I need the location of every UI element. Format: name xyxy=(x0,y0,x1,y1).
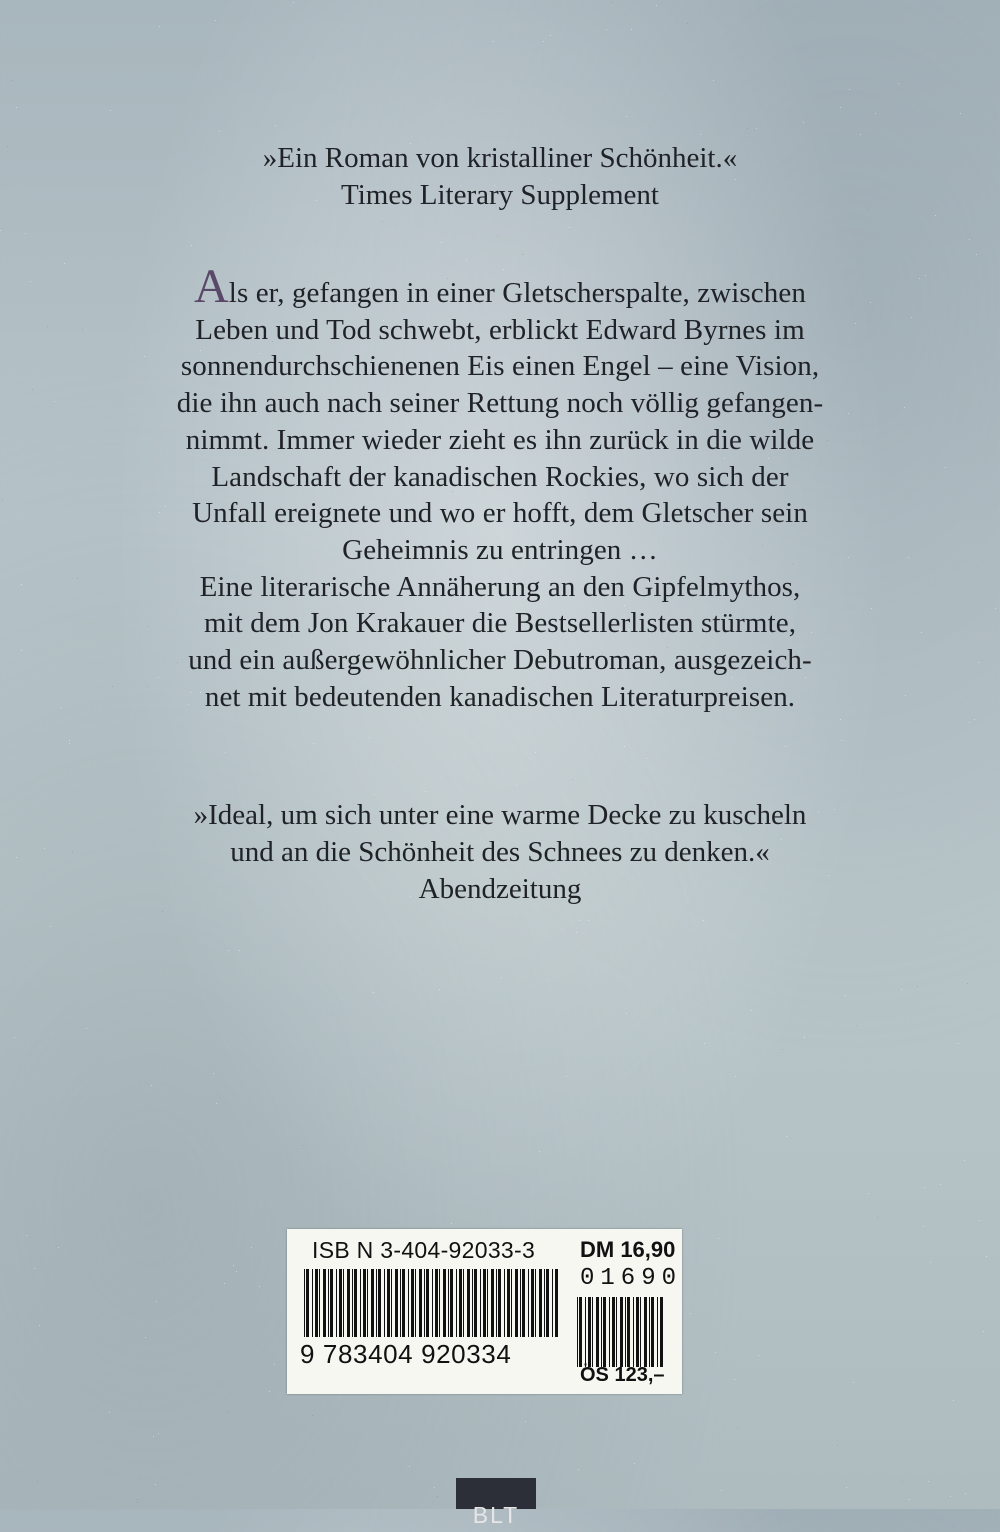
barcode-bar xyxy=(491,1269,494,1337)
barcode-bar xyxy=(539,1269,542,1337)
snow-speck xyxy=(578,1469,579,1470)
snow-speck xyxy=(373,992,374,993)
snow-speck xyxy=(516,785,517,786)
blurb-line: net mit bedeutenden kanadischen Literaturpreisen. xyxy=(204,680,796,713)
barcode-bar xyxy=(651,1297,654,1367)
barcode-bar xyxy=(552,1269,553,1337)
barcode-bar xyxy=(415,1269,416,1337)
barcode-bar xyxy=(528,1269,529,1337)
snow-speck xyxy=(441,242,442,243)
blurb-line: Geheimnis zu entringen … xyxy=(342,533,658,566)
snow-speck xyxy=(917,986,918,987)
snow-speck xyxy=(224,1283,225,1284)
barcode-bar xyxy=(336,1269,337,1337)
snow-speck xyxy=(845,995,846,996)
snow-speck xyxy=(572,779,573,780)
snow-speck xyxy=(974,719,975,720)
snow-speck xyxy=(50,926,51,927)
barcode-bar xyxy=(601,1297,602,1367)
snow-speck xyxy=(535,752,536,753)
barcode-bar xyxy=(483,1269,486,1337)
snow-speck xyxy=(109,1412,110,1413)
barcode-bar xyxy=(511,1269,512,1337)
snow-speck xyxy=(737,1427,738,1428)
snow-speck xyxy=(0,230,1,231)
snow-speck xyxy=(155,1484,156,1485)
snow-speck xyxy=(37,1481,38,1482)
review-quote-bottom xyxy=(0,797,1000,908)
snow-speck xyxy=(216,1103,217,1104)
barcode-bar xyxy=(343,1269,344,1337)
barcode-bar xyxy=(463,1269,464,1337)
blurb-line: nimmt. Immer wieder zieht es ihn zurück in die wilde xyxy=(185,423,815,456)
snow-speck xyxy=(804,1037,805,1038)
barcode-bar xyxy=(588,1297,591,1367)
snow-speck xyxy=(846,1487,847,1488)
quote-text: »Ein Roman von kristalliner Schönheit.« xyxy=(262,142,738,174)
barcode-bar xyxy=(328,1269,329,1337)
snow-speck xyxy=(785,746,786,747)
snow-speck xyxy=(979,1220,980,1221)
barcode-bar xyxy=(596,1297,599,1367)
snow-speck xyxy=(259,1286,260,1287)
barcode-bar xyxy=(395,1269,398,1337)
snow-speck xyxy=(159,26,160,27)
barcode-bar xyxy=(657,1297,658,1367)
barcode-bar xyxy=(419,1269,422,1337)
snow-speck xyxy=(704,1043,705,1044)
snow-speck xyxy=(751,1010,752,1011)
barcode-bar xyxy=(498,1269,501,1337)
snow-speck xyxy=(137,1502,138,1503)
ean-number: 9 783404 920334 xyxy=(300,1339,512,1369)
blurb-line: Leben und Tod schwebt, erblickt Edward Byrnes im xyxy=(195,313,805,346)
barcode-bar xyxy=(330,1269,333,1337)
barcode-bar xyxy=(644,1297,647,1367)
barcode-bar xyxy=(507,1269,510,1337)
snow-speck xyxy=(25,233,26,234)
snow-speck xyxy=(860,134,861,135)
snow-speck xyxy=(58,1247,59,1248)
snow-speck xyxy=(302,1145,303,1146)
barcode-bar xyxy=(459,1269,462,1337)
snow-speck xyxy=(576,932,577,933)
barcode-bar xyxy=(408,1269,409,1337)
snow-speck xyxy=(782,1049,783,1050)
barcode-bar xyxy=(363,1269,366,1337)
blurb-line: Landschaft der kanadischen Rockies, wo sich der xyxy=(211,460,789,493)
barcode-bar xyxy=(402,1269,405,1337)
snow-speck xyxy=(713,80,714,81)
barcode-bar xyxy=(443,1269,446,1337)
snow-speck xyxy=(940,1184,941,1185)
snow-speck xyxy=(588,920,589,921)
barcode-bar xyxy=(352,1269,353,1337)
snow-speck xyxy=(735,1076,736,1077)
barcode-bar xyxy=(555,1269,558,1337)
ean-barcode xyxy=(302,1269,560,1337)
snow-speck xyxy=(969,722,970,723)
barcode-bar xyxy=(472,1269,473,1337)
snow-speck xyxy=(935,215,936,216)
barcode-bar xyxy=(378,1269,381,1337)
snow-speck xyxy=(493,41,494,42)
barcode-bar xyxy=(660,1297,663,1367)
snow-speck xyxy=(313,743,314,744)
snow-speck xyxy=(877,1217,878,1218)
snow-speck xyxy=(840,107,841,108)
snow-speck xyxy=(983,1331,984,1332)
barcode-bar xyxy=(435,1269,438,1337)
snow-speck xyxy=(191,245,192,246)
snow-speck xyxy=(606,29,607,30)
snow-speck xyxy=(579,920,580,921)
snow-speck xyxy=(747,128,748,129)
snow-speck xyxy=(634,1463,635,1464)
blurb-line: Unfall ereignete und wo er hofft, dem Gletscher sein xyxy=(192,497,808,530)
snow-speck xyxy=(841,740,842,741)
barcode-bar xyxy=(609,1297,610,1367)
barcode-bar xyxy=(319,1269,320,1337)
snow-speck xyxy=(909,1499,910,1500)
barcode-bar xyxy=(544,1269,545,1337)
barcode-bar xyxy=(312,1269,313,1337)
snow-speck xyxy=(137,1499,138,1500)
snow-speck xyxy=(451,1223,452,1224)
snow-speck xyxy=(34,1268,35,1269)
snow-speck xyxy=(110,110,111,111)
snow-speck xyxy=(215,20,216,21)
barcode-bar xyxy=(360,1269,361,1337)
snow-speck xyxy=(219,131,220,132)
barcode-bar xyxy=(371,1269,374,1337)
snow-speck xyxy=(786,1136,787,1137)
barcode-bar xyxy=(496,1269,497,1337)
snow-speck xyxy=(543,41,544,42)
snow-speck xyxy=(734,1379,735,1380)
barcode-bar xyxy=(640,1297,641,1367)
barcode-bar xyxy=(426,1269,429,1337)
snow-speck xyxy=(409,1466,410,1467)
barcode-bar xyxy=(585,1297,586,1367)
snow-speck xyxy=(718,1238,719,1239)
blurb-first-line: ls er, gefangen in einer Gletscherspalte, zwischen xyxy=(228,277,806,309)
snow-speck xyxy=(566,1076,567,1077)
barcode-bar xyxy=(467,1269,470,1337)
snow-speck xyxy=(923,1226,924,1227)
snow-speck xyxy=(153,1436,154,1437)
snow-speck xyxy=(293,2,294,3)
snow-speck xyxy=(275,125,276,126)
barcode-bar xyxy=(522,1269,525,1337)
barcode-bar xyxy=(424,1269,425,1337)
snow-speck xyxy=(687,23,688,24)
snow-speck xyxy=(758,1355,759,1356)
snow-speck xyxy=(151,1085,152,1086)
quote-text: »Ideal, um sich unter eine warme Decke zu kuscheln xyxy=(193,799,807,831)
snow-speck xyxy=(715,1352,716,1353)
snow-speck xyxy=(156,1301,157,1302)
snow-speck xyxy=(64,263,65,264)
snow-speck xyxy=(950,1496,951,1497)
barcode-bar xyxy=(480,1269,481,1337)
snow-speck xyxy=(145,1337,146,1338)
snow-speck xyxy=(69,743,70,744)
snow-speck xyxy=(522,254,523,255)
barcode-bar xyxy=(304,1269,305,1337)
snow-speck xyxy=(26,1235,27,1236)
barcode-bar xyxy=(620,1297,623,1367)
blurb-line: und ein außergewöhnlicher Debutroman, ausgezeich- xyxy=(188,644,812,677)
barcode-bar xyxy=(450,1269,453,1337)
quote-text: und an die Schönheit des Schnees zu denken.« xyxy=(230,836,770,868)
barcode-bar xyxy=(603,1297,606,1367)
barcode-bar xyxy=(504,1269,505,1337)
snow-speck xyxy=(901,989,902,990)
snow-speck xyxy=(612,2,613,3)
snow-speck xyxy=(425,791,426,792)
snow-speck xyxy=(466,260,467,261)
snow-speck xyxy=(960,113,961,114)
price-os: ÖS 123,– xyxy=(580,1364,665,1386)
snow-speck xyxy=(434,1487,435,1488)
snow-speck xyxy=(162,911,163,912)
snow-speck xyxy=(646,758,647,759)
snow-speck xyxy=(569,227,570,228)
barcode-bar xyxy=(384,1269,385,1337)
barcode-bar xyxy=(387,1269,390,1337)
barcode-bar xyxy=(315,1269,318,1337)
snow-speck xyxy=(14,1037,15,1038)
snow-speck xyxy=(930,1262,931,1263)
barcode-bar xyxy=(439,1269,440,1337)
snow-speck xyxy=(269,1391,270,1392)
publisher-logo-text: BLT xyxy=(472,1502,520,1528)
snow-speck xyxy=(721,1490,722,1491)
snow-speck xyxy=(501,977,502,978)
barcode-bar xyxy=(323,1269,326,1337)
barcode-bar xyxy=(448,1269,449,1337)
price-dm: DM 16,90 xyxy=(580,1237,676,1262)
barcode-bar xyxy=(627,1297,630,1367)
snow-speck xyxy=(16,107,17,108)
drop-cap: A xyxy=(194,260,229,313)
snow-speck xyxy=(39,1325,40,1326)
barcode-bar xyxy=(487,1269,488,1337)
isbn-text: ISB N 3-404-92033-3 xyxy=(312,1237,536,1263)
snow-speck xyxy=(868,1193,869,1194)
snow-speck xyxy=(958,1043,959,1044)
snow-speck xyxy=(227,1412,228,1413)
snow-speck xyxy=(497,236,498,237)
barcode-bar xyxy=(432,1269,433,1337)
snow-speck xyxy=(924,1187,925,1188)
snow-speck xyxy=(690,1313,691,1314)
snow-speck xyxy=(236,1271,237,1272)
blurb-line: die ihn auch nach seiner Rettung noch völlig gefangen- xyxy=(176,387,824,420)
barcode-bar xyxy=(411,1269,414,1337)
snow-speck xyxy=(626,116,627,117)
snow-speck xyxy=(12,80,13,81)
snow-speck xyxy=(213,1073,214,1074)
snow-speck xyxy=(964,1160,965,1161)
snow-speck xyxy=(965,1493,966,1494)
barcode-bar xyxy=(636,1297,639,1367)
snow-speck xyxy=(700,134,701,135)
barcode-bar xyxy=(347,1269,350,1337)
barcode-bar xyxy=(649,1297,650,1367)
barcode-bar xyxy=(616,1297,617,1367)
snow-speck xyxy=(902,1481,903,1482)
barcode-bar xyxy=(633,1297,634,1367)
barcode-bar xyxy=(592,1297,593,1367)
snow-speck xyxy=(898,83,899,84)
snow-speck xyxy=(437,1496,438,1497)
snow-speck xyxy=(969,239,970,240)
barcode-bar xyxy=(391,1269,392,1337)
barcode-price-sticker xyxy=(287,1229,682,1394)
barcode-bar xyxy=(546,1269,549,1337)
snow-speck xyxy=(656,5,657,6)
snow-speck xyxy=(803,122,804,123)
snow-speck xyxy=(953,1400,954,1401)
snow-speck xyxy=(928,1481,929,1482)
barcode-bar xyxy=(376,1269,377,1337)
snow-speck xyxy=(976,254,977,255)
publisher-logo xyxy=(456,1478,536,1528)
price-addon-barcode xyxy=(575,1297,665,1367)
snow-speck xyxy=(986,1256,987,1257)
barcode-bar xyxy=(367,1269,368,1337)
snow-speck xyxy=(837,1445,838,1446)
snow-speck xyxy=(857,1025,858,1026)
barcode-bar xyxy=(535,1269,536,1337)
snow-speck xyxy=(225,752,226,753)
barcode-bar xyxy=(474,1269,477,1337)
blurb-line: mit dem Jon Krakauer die Bestsellerlisten stürmte, xyxy=(203,607,797,640)
barcode-bar xyxy=(625,1297,626,1367)
snow-speck xyxy=(374,794,375,795)
blurb-line xyxy=(0,260,1000,313)
blurb-line: Eine literarische Annäherung an den Gipfelmythos, xyxy=(199,570,801,603)
blurb-paragraph xyxy=(0,260,1000,715)
barcode-bar xyxy=(515,1269,518,1337)
snow-speck xyxy=(967,983,968,984)
snow-speck xyxy=(853,1382,854,1383)
snow-speck xyxy=(382,221,383,222)
snow-speck xyxy=(703,920,704,921)
barcode-bar xyxy=(354,1269,357,1337)
snow-speck xyxy=(369,737,370,738)
snow-speck xyxy=(274,1364,275,1365)
quote-source: Times Literary Supplement xyxy=(341,179,659,211)
barcode-bar xyxy=(456,1269,457,1337)
snow-speck xyxy=(439,989,440,990)
barcode-bar xyxy=(531,1269,534,1337)
snow-speck xyxy=(626,1013,627,1014)
barcode-bar xyxy=(612,1297,615,1367)
snow-speck xyxy=(624,746,625,747)
snow-speck xyxy=(875,113,876,114)
barcode-bar xyxy=(577,1297,578,1367)
snow-speck xyxy=(550,35,551,36)
blurb-line: sonnendurchschienenen Eis einen Engel – eine Vision, xyxy=(180,350,820,383)
snow-speck xyxy=(525,1421,526,1422)
snow-speck xyxy=(69,740,70,741)
barcode-bar xyxy=(520,1269,521,1337)
snow-speck xyxy=(539,1151,540,1152)
snow-speck xyxy=(503,269,504,270)
barcode-bar xyxy=(339,1269,342,1337)
snow-speck xyxy=(312,1415,313,1416)
snow-speck xyxy=(756,128,757,129)
snow-speck xyxy=(251,1247,252,1248)
snow-speck xyxy=(631,29,632,30)
review-quote-top xyxy=(0,140,1000,214)
price-code: 01690 xyxy=(580,1265,683,1292)
snow-speck xyxy=(228,950,229,951)
snow-speck xyxy=(239,950,240,951)
barcode-bar xyxy=(579,1297,582,1367)
snow-speck xyxy=(86,1028,87,1029)
barcode-bar xyxy=(306,1269,309,1337)
snow-speck xyxy=(158,1433,159,1434)
barcode-bar xyxy=(400,1269,401,1337)
snow-speck xyxy=(233,1265,234,1266)
snow-speck xyxy=(849,89,850,90)
quote-source: Abendzeitung xyxy=(418,873,582,905)
snow-speck xyxy=(840,719,841,720)
